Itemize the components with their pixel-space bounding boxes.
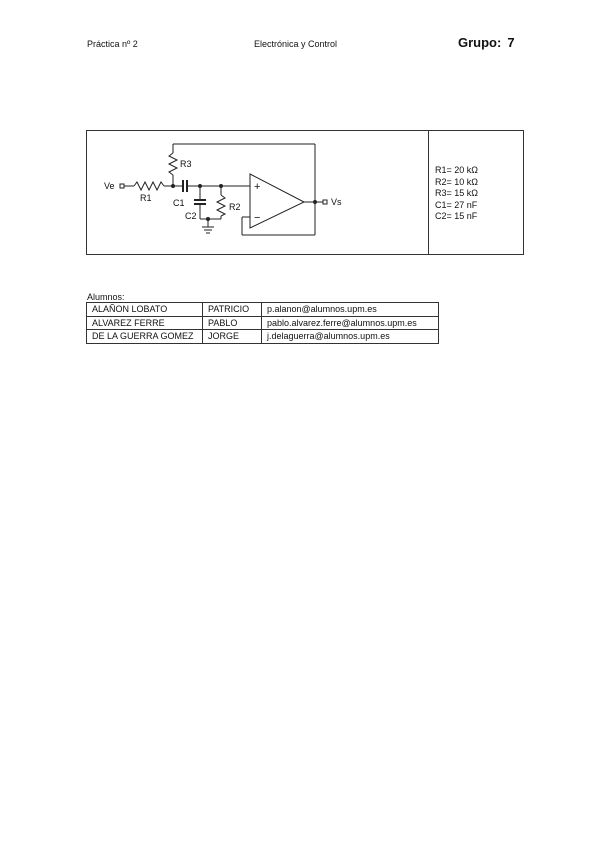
c2-label: C2 [185, 211, 197, 221]
r2-resistor [217, 195, 225, 216]
table-row [87, 330, 439, 344]
value-c1: C1= 27 nF [435, 199, 478, 210]
ve-label: Ve [104, 181, 115, 191]
vs-terminal [323, 200, 327, 204]
student-surname: ALVAREZ FERRE [87, 316, 203, 330]
group-heading [458, 35, 515, 50]
student-surname: ALAÑON LOBATO [87, 303, 203, 317]
ve-terminal [120, 184, 124, 188]
group-label: Grupo: [458, 35, 502, 50]
r3-resistor [169, 153, 177, 175]
junction-dot [219, 184, 223, 188]
component-values [435, 165, 478, 223]
student-name: JORGE [203, 330, 262, 344]
student-email: p.alanon@alumnos.upm.es [262, 303, 439, 317]
student-email: pablo.alvarez.ferre@alumnos.upm.es [262, 316, 439, 330]
r1-label: R1 [140, 193, 152, 203]
value-r1: R1= 20 kΩ [435, 165, 479, 175]
circuit-figure [86, 130, 524, 255]
table-row [87, 303, 439, 317]
students-label: Alumnos: [87, 292, 125, 302]
value-c2: C2= 15 nF [435, 211, 478, 221]
values-divider [428, 131, 429, 254]
value-r2: R2= 10 kΩ [435, 176, 479, 187]
student-name: PATRICIO [203, 303, 262, 317]
student-email: j.delaguerra@alumnos.upm.es [262, 330, 439, 344]
junction-dot [206, 217, 210, 221]
vs-label: Vs [331, 197, 342, 207]
table-row [87, 316, 439, 330]
junction-dot [171, 184, 175, 188]
student-surname: DE LA GUERRA GOMEZ [87, 330, 203, 344]
r1-resistor [134, 182, 164, 190]
practice-number: Práctica nº 2 [87, 39, 138, 49]
minus-sign: − [254, 212, 261, 224]
junction-dot [313, 200, 317, 204]
group-number: 7 [507, 35, 515, 50]
students-table [86, 302, 439, 344]
plus-sign: + [254, 181, 261, 193]
subject-title: Electrónica y Control [254, 39, 338, 49]
circuit-schematic [87, 131, 428, 254]
r2-label: R2 [229, 202, 241, 212]
value-r3: R3= 15 kΩ [435, 188, 479, 198]
r3-label: R3 [180, 159, 192, 169]
c1-label: C1 [173, 198, 185, 208]
student-name: PABLO [203, 316, 262, 330]
junction-dot [198, 184, 202, 188]
